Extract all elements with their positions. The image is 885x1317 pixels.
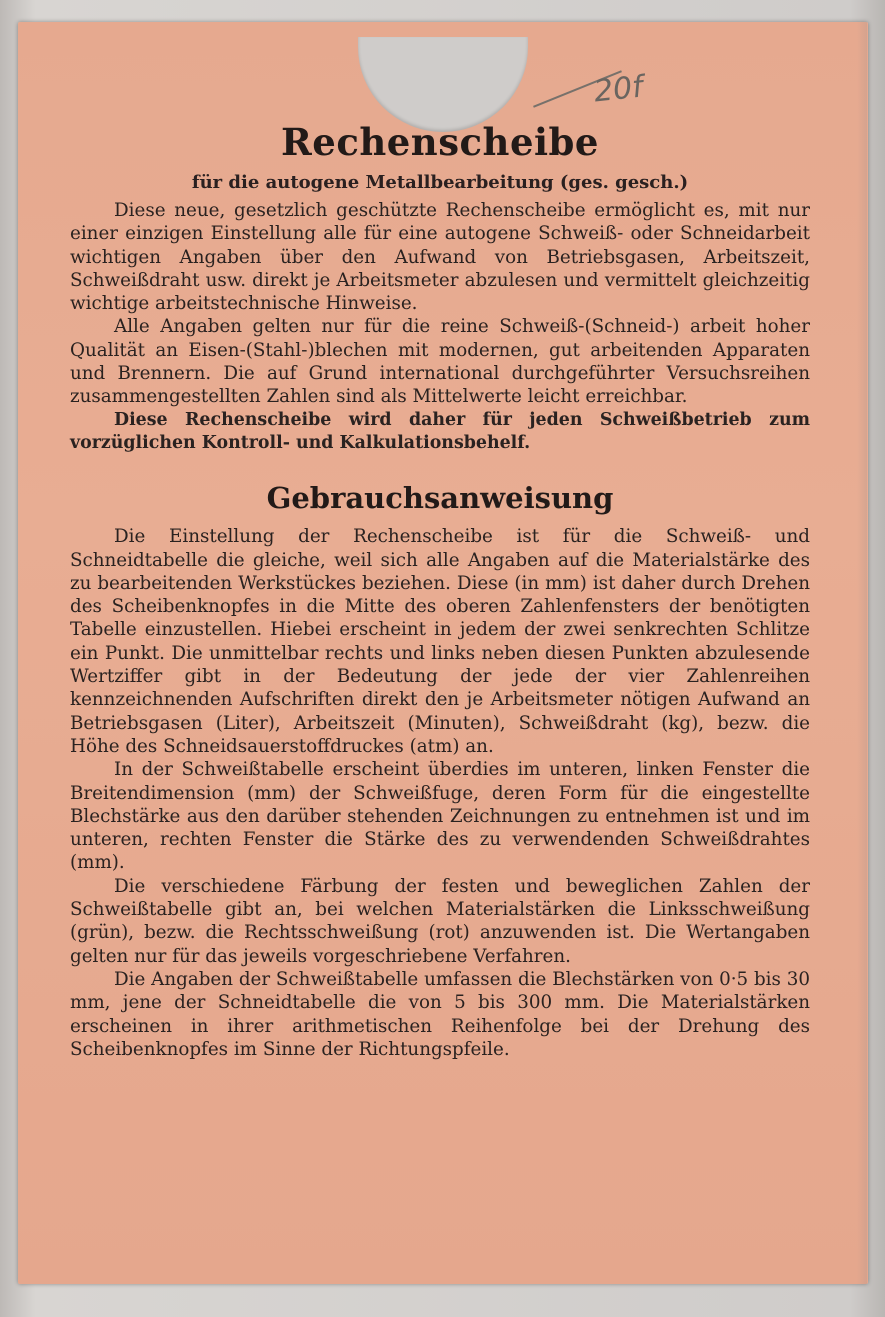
instruction-paragraph: Die verschiedene Färbung der festen und beweglichen Zahlen der Schweißtabelle gibt an, bei welchen Materialstärken die Linksschweißung (grün), bezw. die Rechtsschweißung (rot) anzuwenden ist. Die Wertangaben gelten nur für das jeweils vorgeschriebene Verfahren.	[70, 875, 810, 967]
intro-paragraph: Diese neue, gesetzlich geschützte Rechenscheibe ermöglicht es, mit nur einer einzigen Einstellung alle für eine autogene Schweiß- oder Schneidarbeit wichtigen Angaben über den Aufwand von Betriebsgasen, Arbeitszeit, Schweißdraht usw. direkt je Arbeitsmeter abzulesen und vermittelt gleichzeitig wichtige arbeitstechnische Hinweise.	[70, 200, 810, 315]
edge-wear	[857, 22, 867, 1284]
pencil-note: 20f	[592, 69, 645, 110]
pencil-annotation	[530, 58, 690, 118]
document-subtitle: für die autogene Metallbearbeitung (ges. gesch.)	[191, 172, 689, 193]
intro-emphasis: Diese Rechenscheibe wird daher für jeden Schweißbetrieb zum vorzüglichen Kontroll- und Kalkulationsbehelf.	[70, 409, 810, 453]
document-title: Rechenscheibe	[281, 120, 599, 164]
intro-paragraph: Alle Angaben gelten nur für die reine Schweiß-(Schneid-) arbeit hoher Qualität an Eisen-(Stahl-)blechen mit modernen, gut arbeitenden Apparaten und Brennern. Die auf Grund international durchgeführter Versuchsreihen zusammengestellten Zahlen sind als Mittelwerte leicht erreichbar.	[70, 316, 810, 408]
section-heading: Gebrauchsanweisung	[266, 481, 614, 516]
instruction-paragraph: Die Angaben der Schweißtabelle umfassen die Blechstärken von 0·5 bis 30 mm, jene der Schneidtabelle die von 5 bis 300 mm. Die Materialstärken erscheinen in ihrer arithmetischen Reihenfolge bei der Drehung des Scheibenknopfes im Sinne der Richtungspfeile.	[70, 968, 810, 1060]
document-body	[70, 110, 810, 1061]
instruction-paragraph: Die Einstellung der Rechenscheibe ist für die Schweiß- und Schneidtabelle die gleiche, weil sich alle Angaben auf die Materialstärke des zu bearbeitenden Werkstückes beziehen. Diese (in mm) ist daher durch Drehen des Scheibenknopfes in die Mitte des oberen Zahlenfensters der benötigten Tabelle einzustellen. Hiebei erscheint in jedem der zwei senkrechten Schlitze ein Punkt. Die unmittelbar rechts und links neben diesen Punkten abzulesende Wertziffer gibt in der Bedeutung der jede der vier Zahlenreihen kennzeichnenden Aufschriften direkt den je Arbeitsmeter nötigen Aufwand an Betriebsgasen (Liter), Arbeitszeit (Minuten), Schweißdraht (kg), bezw. die Höhe des Schneidsauerstoffdruckes (atm) an.	[70, 526, 810, 757]
instruction-paragraph: In der Schweißtabelle erscheint überdies im unteren, linken Fenster die Breitendimension (mm) der Schweißfuge, deren Form für die eingestellte Blechstärke aus den darüber stehenden Zeichnungen zu entnehmen ist und im unteren, rechten Fenster die Stärke des zu verwendenden Schweißdrahtes (mm).	[70, 759, 810, 874]
